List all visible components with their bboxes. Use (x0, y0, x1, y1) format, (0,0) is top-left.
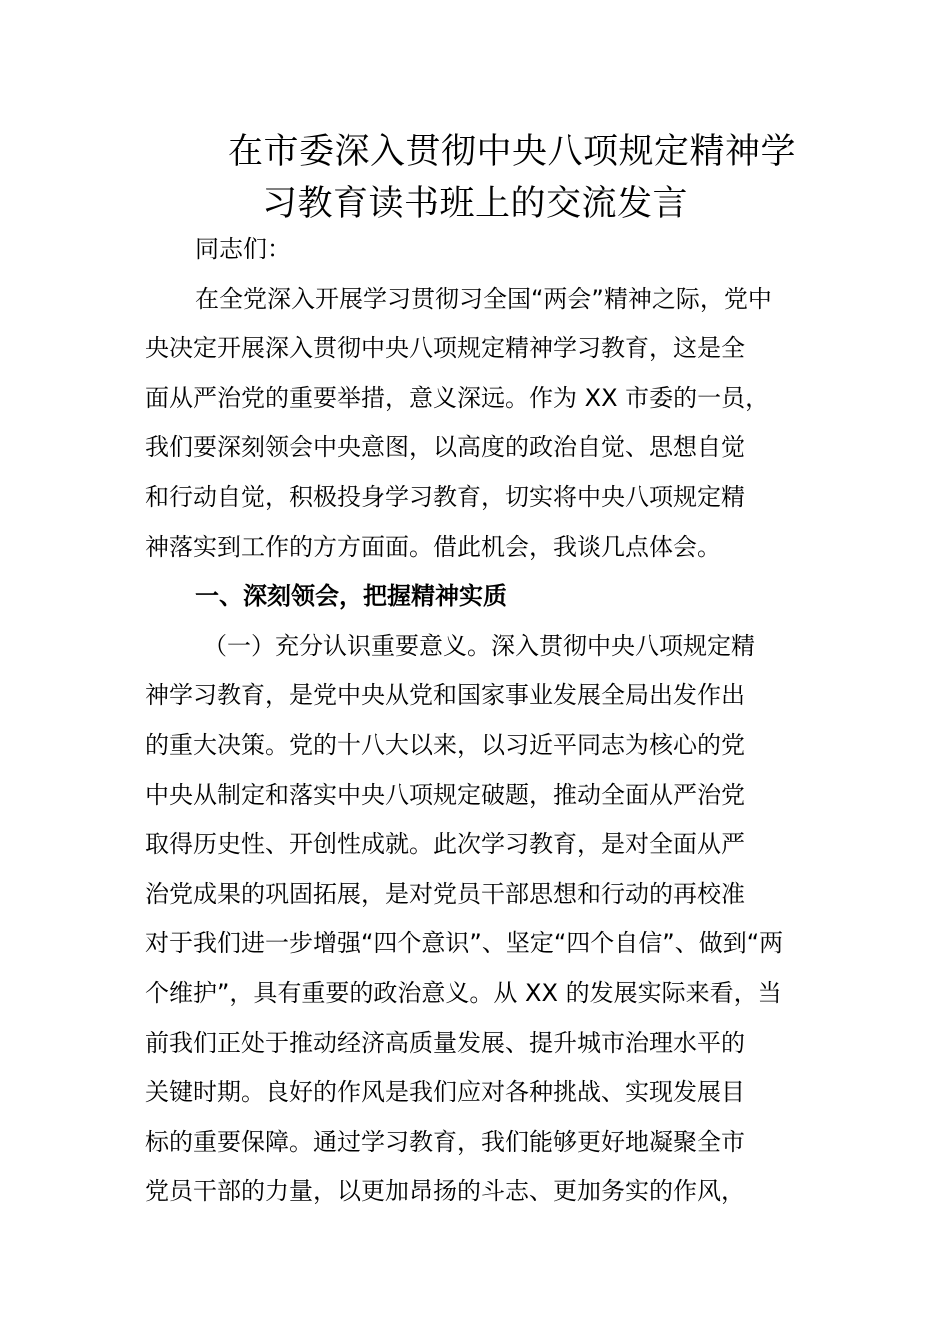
subsection-line: 对于我们进一步增强“四个意识”、坚定“四个自信”、做到“两 (145, 929, 784, 958)
subsection-line: 神学习教育，是党中央从党和国家事业发展全局出发作出 (145, 681, 745, 710)
intro-line: 在全党深入开展学习贯彻习全国“两会”精神之际，党中 (195, 284, 772, 313)
subsection-line: 党员干部的力量，以更加昂扬的斗志、更加务实的作风， (145, 1177, 745, 1206)
title-line-2: 习教育读书班上的交流发言 (262, 184, 689, 224)
intro-line: 央决定开展深入贯彻中央八项规定精神学习教育，这是全 (145, 334, 745, 363)
intro-line: 面从严治党的重要举措，意义深远。作为 XX 市委的一员， (145, 383, 770, 412)
subsection-line: （一）充分认识重要意义。深入贯彻中央八项规定精 (203, 631, 755, 660)
subsection-line: 关键时期。良好的作风是我们应对各种挑战、实现发展目 (145, 1078, 745, 1107)
subsection-line: 中央从制定和落实中央八项规定破题，推动全面从严治党 (145, 780, 745, 809)
intro-line: 和行动自觉，积极投身学习教育，切实将中央八项规定精 (145, 482, 745, 511)
title-line-1: 在市委深入贯彻中央八项规定精神学 (228, 132, 797, 172)
document-body (145, 225, 815, 1217)
subsection-line: 前我们正处于推动经济高质量发展、提升城市治理水平的 (145, 1028, 745, 1057)
intro-line: 我们要深刻领会中央意图，以高度的政治自觉、思想自觉 (145, 433, 745, 462)
subsection-line: 治党成果的巩固拓展，是对党员干部思想和行动的再校准 (145, 879, 745, 908)
salutation: 同志们： (195, 235, 291, 263)
subsection-line: 取得历史性、开创性成就。此次学习教育，是对全面从严 (145, 830, 745, 859)
subsection-line: 个维护”，具有重要的政治意义。从 XX 的发展实际来看，当 (145, 978, 782, 1007)
intro-line: 神落实到工作的方方面面。借此机会，我谈几点体会。 (145, 532, 721, 561)
document-title (0, 126, 950, 230)
subsection-line: 标的重要保障。通过学习教育，我们能够更好地凝聚全市 (145, 1127, 745, 1156)
section-heading: 一、深刻领会，把握精神实质 (195, 582, 507, 611)
subsection-line: 的重大决策。党的十八大以来，以习近平同志为核心的党 (145, 730, 745, 759)
